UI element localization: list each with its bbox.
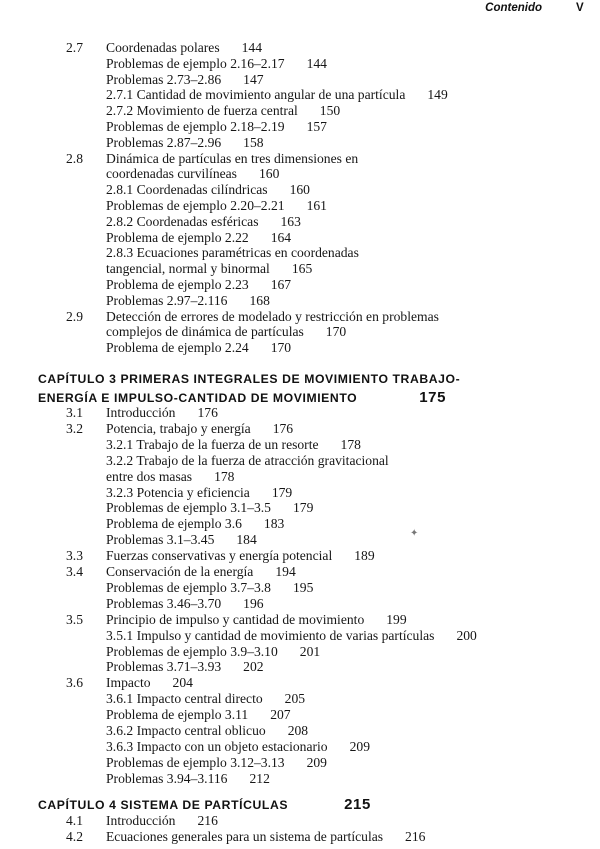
entry-title-group: [106, 813, 218, 828]
entry-page-number: 216: [405, 828, 426, 844]
entry-title: 3.2.1 Trabajo de la fuerza de un resorte: [106, 436, 319, 452]
chapter-3-heading: [38, 372, 460, 386]
entry-title-group: [106, 40, 262, 55]
entry-page-number: 158: [243, 134, 264, 150]
entry-title: 2.8.3 Ecuaciones paramétricas en coordenadas: [106, 245, 359, 261]
entry-page-number: 200: [456, 627, 477, 643]
entry-title-group: [106, 421, 293, 436]
entry-page-number: 161: [306, 198, 327, 213]
entry-page-number: 149: [427, 87, 448, 103]
header-title: Contenido: [485, 2, 542, 14]
entry-title: entre dos masas: [106, 468, 193, 484]
entry-title: Problemas de ejemplo 3.1–3.5: [106, 500, 271, 516]
entry-title-group: [106, 532, 257, 547]
entry-title-group: [106, 755, 327, 770]
entry-title-group: [106, 166, 279, 181]
entry-title: Problemas de ejemplo 3.7–3.8: [106, 579, 271, 595]
entry-title: Problema de ejemplo 3.11: [106, 707, 249, 723]
entry-page-number: 199: [386, 611, 407, 627]
entry-page-number: 208: [287, 723, 309, 738]
entry-page-number: 147: [243, 71, 264, 87]
entry-title: Conservación de la energía: [106, 564, 254, 579]
entry-title-group: [106, 644, 320, 659]
entry-title: Potencia, trabajo y energía: [106, 420, 251, 436]
entry-title-group: [106, 230, 291, 245]
entry-title: Problemas de ejemplo 2.20–2.21: [106, 198, 285, 213]
section-number: 3.5: [66, 611, 83, 627]
entry-page-number: 202: [243, 659, 264, 675]
entry-page-number: 170: [325, 324, 347, 340]
entry-title-group: [106, 119, 327, 134]
entry-title: 3.6.2 Impacto central oblicuo: [106, 723, 266, 738]
chapter-4-page: 215: [344, 796, 371, 813]
entry-title: Principio de impulso y cantidad de movimiento: [106, 611, 365, 627]
entry-title: Ecuaciones generales para un sistema de partículas: [106, 828, 384, 844]
entry-page-number: 150: [319, 103, 341, 119]
entry-title: 2.8.2 Coordenadas esféricas: [106, 213, 259, 229]
entry-page-number: 176: [197, 405, 218, 420]
entry-page-number: 196: [243, 595, 264, 611]
entry-title: Problema de ejemplo 2.22: [106, 229, 249, 245]
entry-title: Dinámica de partículas en tres dimensiones en: [106, 150, 359, 166]
entry-page-number: 178: [340, 436, 361, 452]
entry-title-group: [106, 516, 284, 531]
entry-title-group: [106, 612, 407, 627]
entry-page-number: 164: [270, 229, 292, 245]
entry-title: 3.5.1 Impulso y cantidad de movimiento de varias partículas: [106, 627, 435, 643]
entry-title-group: [106, 659, 264, 674]
entry-title-group: [106, 87, 448, 102]
entry-title-group: [106, 56, 327, 71]
entry-title-group: [106, 135, 264, 150]
entry-title: Problemas de ejemplo 2.16–2.17: [106, 55, 285, 71]
section-number: 3.2: [66, 420, 83, 436]
entry-page-number: 195: [292, 579, 314, 595]
section-number: 3.1: [66, 405, 83, 420]
entry-title-group: [106, 182, 310, 197]
entry-page-number: 212: [249, 770, 270, 786]
chapter-3-heading-line-2: [38, 389, 446, 406]
entry-page-number: 209: [306, 754, 327, 770]
entry-title-group: [106, 469, 234, 484]
entry-title-group: [106, 500, 313, 515]
entry-page-number: 157: [306, 119, 327, 134]
section-number: 4.1: [66, 813, 83, 828]
entry-title: Introducción: [106, 813, 176, 828]
entry-title-group: [106, 437, 361, 452]
entry-title-group: [106, 580, 313, 595]
entry-page-number: 160: [289, 182, 310, 198]
entry-title: Problema de ejemplo 2.23: [106, 277, 249, 292]
entry-title-group: [106, 245, 381, 260]
entry-title: Problema de ejemplo 3.6: [106, 516, 242, 532]
section-number: 3.6: [66, 675, 83, 691]
entry-title-group: [106, 103, 340, 118]
entry-title: 2.7.1 Cantidad de movimiento angular de una partícula: [106, 87, 406, 103]
entry-title: coordenadas curvilíneas: [106, 166, 237, 182]
entry-title: 3.2.2 Trabajo de la fuerza de atracción gravitacional: [106, 452, 389, 468]
entry-title-group: [106, 829, 425, 844]
entry-title: Coordenadas polares: [106, 40, 220, 55]
entry-page-number: 207: [270, 707, 291, 723]
entry-title-group: [106, 675, 193, 690]
entry-page-number: 179: [271, 484, 293, 500]
entry-page-number: 168: [249, 292, 270, 308]
entry-page-number: 216: [197, 813, 218, 828]
chapter-3-page: 175: [419, 389, 447, 406]
section-number: 4.2: [66, 828, 83, 844]
entry-title: 3.2.3 Potencia y eficiencia: [106, 484, 250, 500]
entry-title: Problemas 2.73–2.86: [106, 71, 222, 87]
entry-title-group: [106, 691, 305, 706]
chapter-4-heading: [38, 796, 371, 813]
entry-title-group: [106, 214, 301, 229]
entry-title: tangencial, normal y binormal: [106, 261, 270, 277]
entry-page-number: 163: [280, 213, 301, 229]
entry-title: Problemas 2.87–2.96: [106, 134, 222, 150]
entry-title: 3.6.1 Impacto central directo: [106, 691, 263, 707]
entry-title-group: [106, 198, 327, 213]
entry-title: Detección de errores de modelado y restricción en problemas: [106, 308, 439, 324]
entry-title-group: [106, 340, 291, 355]
entry-title-group: [106, 707, 291, 722]
entry-page-number: 204: [172, 675, 193, 691]
entry-page-number: 194: [275, 564, 296, 579]
entry-title-group: [106, 151, 380, 166]
entry-title: 3.6.3 Impacto con un objeto estacionario: [106, 738, 328, 754]
entry-title: Problemas 3.46–3.70: [106, 595, 222, 611]
entry-title: 2.7.2 Movimiento de fuerza central: [106, 103, 298, 119]
chapter-3-title-line-2: ENERGÍA E IMPULSO-CANTIDAD DE MOVIMIENTO: [38, 391, 358, 405]
chapter-3-title-line-1: CAPÍTULO 3 PRIMERAS INTEGRALES DE MOVIMIENTO TRABAJO-: [38, 372, 461, 386]
entry-title-group: [106, 277, 291, 292]
entry-title: Problemas de ejemplo 3.9–3.10: [106, 643, 278, 659]
section-number: 3.3: [66, 548, 83, 564]
section-number: 3.4: [66, 564, 83, 579]
entry-title-group: [106, 739, 370, 754]
entry-page-number: 160: [258, 166, 280, 182]
entry-title: Problemas de ejemplo 2.18–2.19: [106, 119, 285, 134]
entry-title-group: [106, 485, 292, 500]
entry-title: Problemas 3.94–3.116: [106, 770, 228, 786]
entry-title-group: [106, 261, 312, 276]
entry-page-number: 189: [354, 548, 375, 564]
entry-title-group: [106, 548, 375, 563]
section-number: 2.9: [66, 308, 83, 324]
entry-page-number: 144: [241, 40, 263, 55]
entry-page-number: 205: [284, 691, 306, 707]
entry-page-number: 167: [270, 277, 292, 292]
entry-title: Impacto: [106, 675, 151, 691]
running-header: [485, 2, 584, 14]
entry-title: complejos de dinámica de partículas: [106, 324, 304, 340]
entry-title-group: [106, 723, 308, 738]
entry-page-number: 170: [270, 340, 292, 356]
chapter-4-title: CAPÍTULO 4 SISTEMA DE PARTÍCULAS: [38, 798, 289, 812]
entry-title: Problema de ejemplo 2.24: [106, 340, 249, 356]
entry-page-number: 184: [236, 532, 257, 548]
entry-page-number: 209: [349, 738, 370, 754]
entry-title: Problemas 2.97–2.116: [106, 292, 228, 308]
entry-title: Problemas 3.71–3.93: [106, 659, 222, 675]
entry-title-group: [106, 596, 264, 611]
entry-title: Introducción: [106, 405, 176, 420]
entry-title: 2.8.1 Coordenadas cilíndricas: [106, 182, 268, 198]
entry-title-group: [106, 628, 477, 643]
entry-page-number: 179: [292, 500, 314, 516]
section-number: 2.8: [66, 150, 83, 166]
entry-title-group: [106, 309, 461, 324]
entry-page-number: 178: [214, 468, 235, 484]
scan-speck: ✦: [410, 528, 419, 539]
entry-page-number: 201: [299, 643, 321, 659]
entry-page-number: 165: [291, 261, 313, 277]
entry-title-group: [106, 72, 264, 87]
entry-title-group: [106, 564, 296, 579]
entry-title: Problemas de ejemplo 3.12–3.13: [106, 754, 285, 770]
entry-title: Fuerzas conservativas y energía potencial: [106, 548, 333, 564]
entry-title: Problemas 3.1–3.45: [106, 532, 215, 548]
entry-page-number: 144: [306, 55, 327, 71]
entry-page-number: 176: [272, 420, 294, 436]
entry-title-group: [106, 405, 218, 420]
header-page-number: V: [576, 2, 584, 14]
section-number: 2.7: [66, 40, 83, 55]
entry-title-group: [106, 453, 411, 468]
entry-title-group: [106, 293, 270, 308]
entry-title-group: [106, 324, 346, 339]
entry-page-number: 183: [263, 516, 285, 532]
entry-title-group: [106, 771, 270, 786]
